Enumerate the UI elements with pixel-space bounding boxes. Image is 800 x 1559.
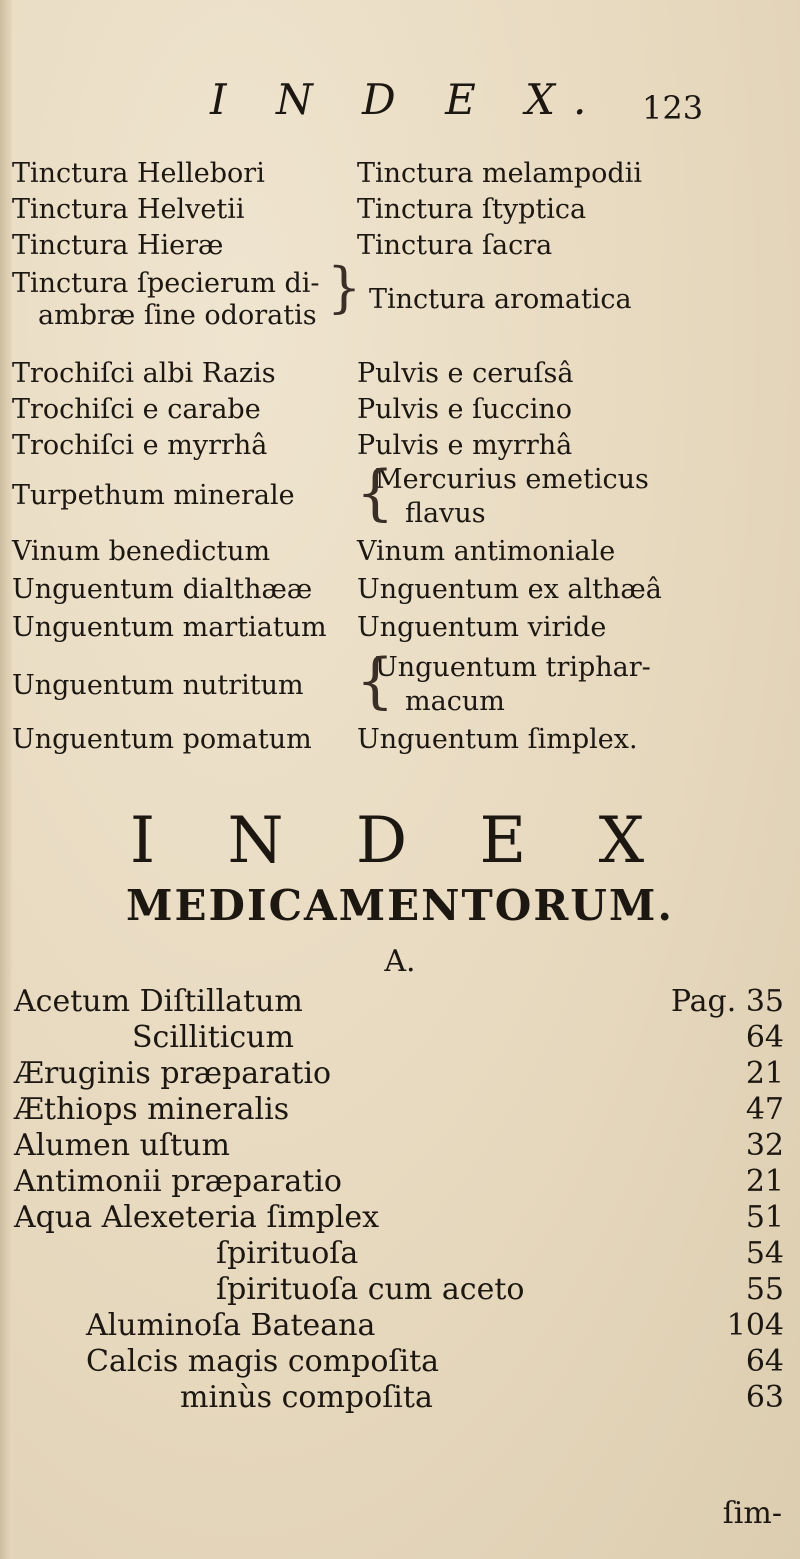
index-line: Trochiſci albi Razis	[12, 358, 276, 389]
entry-page: 21	[745, 1164, 784, 1199]
entry-title: Aluminoſa Bateana	[86, 1308, 376, 1343]
entry-title: Æthiops mineralis	[14, 1092, 290, 1127]
index-line: Tinctura Hieræ	[12, 230, 224, 261]
list-item	[14, 1128, 784, 1168]
entry-title: Calcis magis compoſita	[86, 1344, 440, 1379]
list-item	[14, 984, 784, 1024]
index-line: Unguentum ſimplex.	[357, 724, 638, 755]
entry-title: Alumen uſtum	[14, 1128, 230, 1163]
index-line: Unguentum dialthææ	[12, 574, 313, 605]
list-item	[14, 1200, 784, 1240]
index-line: Tinctura melampodii	[357, 158, 642, 189]
index-subtitle: MEDICAMENTORUM.	[126, 881, 674, 930]
page-edge	[0, 0, 12, 1559]
index-line: Trochiſci e myrrhâ	[12, 430, 268, 461]
index-line: Mercurius emeticus	[375, 464, 649, 495]
entry-page: 55	[745, 1272, 784, 1307]
index-line: Unguentum viride	[357, 612, 607, 643]
entry-title: Æruginis præparatio	[14, 1056, 332, 1091]
index-line: Pulvis e ceruſsâ	[357, 358, 574, 389]
entry-title: Antimonii præparatio	[14, 1164, 342, 1199]
index-line: Tinctura Hellebori	[12, 158, 265, 189]
list-item	[14, 1020, 784, 1060]
index-line: Vinum antimoniale	[357, 536, 616, 567]
entry-title: Scilliticum	[132, 1020, 294, 1055]
index-line: flavus	[405, 498, 486, 529]
index-line: macum	[405, 686, 505, 717]
index-line: Pulvis e myrrhâ	[357, 430, 573, 461]
entry-title: ſpirituoſa	[216, 1236, 359, 1271]
list-item	[14, 1164, 784, 1204]
entry-page: 51	[745, 1200, 784, 1235]
list-item	[14, 1380, 784, 1420]
entry-page: 54	[745, 1236, 784, 1271]
index-line: Tinctura aromatica	[369, 284, 632, 315]
index-line: Pulvis e ſuccino	[357, 394, 572, 425]
index-line: Unguentum nutritum	[12, 670, 304, 701]
entry-page: 64	[745, 1020, 784, 1055]
page-number: 123	[642, 89, 704, 127]
index-line: Unguentum pomatum	[12, 724, 312, 755]
index-line: ambræ ſine odoratis	[38, 300, 317, 331]
index-line: Tinctura ſpecierum di-	[12, 268, 320, 299]
entry-page: 47	[745, 1092, 784, 1127]
index-title: I N D E X	[129, 804, 671, 878]
entry-title: Acetum Diſtillatum	[14, 984, 303, 1019]
list-item	[14, 1092, 784, 1132]
brace-icon: {	[356, 646, 395, 716]
list-item	[14, 1056, 784, 1096]
index-line: Trochiſci e carabe	[12, 394, 261, 425]
section-letter: A.	[384, 944, 416, 979]
index-line: Unguentum triphar-	[375, 652, 651, 683]
index-line: Tinctura Helvetii	[12, 194, 245, 225]
index-line: Vinum benedictum	[12, 536, 271, 567]
entry-page: 21	[745, 1056, 784, 1091]
list-item	[14, 1308, 784, 1348]
index-line: Turpethum minerale	[12, 480, 295, 511]
entry-title: ſpirituoſa cum aceto	[216, 1272, 525, 1307]
index-line: Unguentum martiatum	[12, 612, 327, 643]
entry-page: Pag. 35	[670, 984, 784, 1019]
catchword: ſim-	[722, 1496, 782, 1531]
list-item	[14, 1344, 784, 1384]
list-item	[14, 1272, 784, 1312]
list-item	[14, 1236, 784, 1276]
entry-page: 32	[745, 1128, 784, 1163]
brace-icon: {	[356, 458, 395, 528]
entry-page: 63	[745, 1380, 784, 1415]
entry-title: Aqua Alexeteria ſimplex	[14, 1200, 380, 1235]
index-line: Tinctura ſtyptica	[357, 194, 587, 225]
index-line: Tinctura ſacra	[357, 230, 553, 261]
entry-page: 64	[745, 1344, 784, 1379]
brace-icon: }	[327, 256, 362, 319]
index-line: Unguentum ex althæâ	[357, 574, 662, 605]
running-title: I N D E X.	[210, 75, 605, 124]
entry-title: minùs compoſita	[180, 1380, 433, 1415]
entry-page: 104	[726, 1308, 784, 1343]
